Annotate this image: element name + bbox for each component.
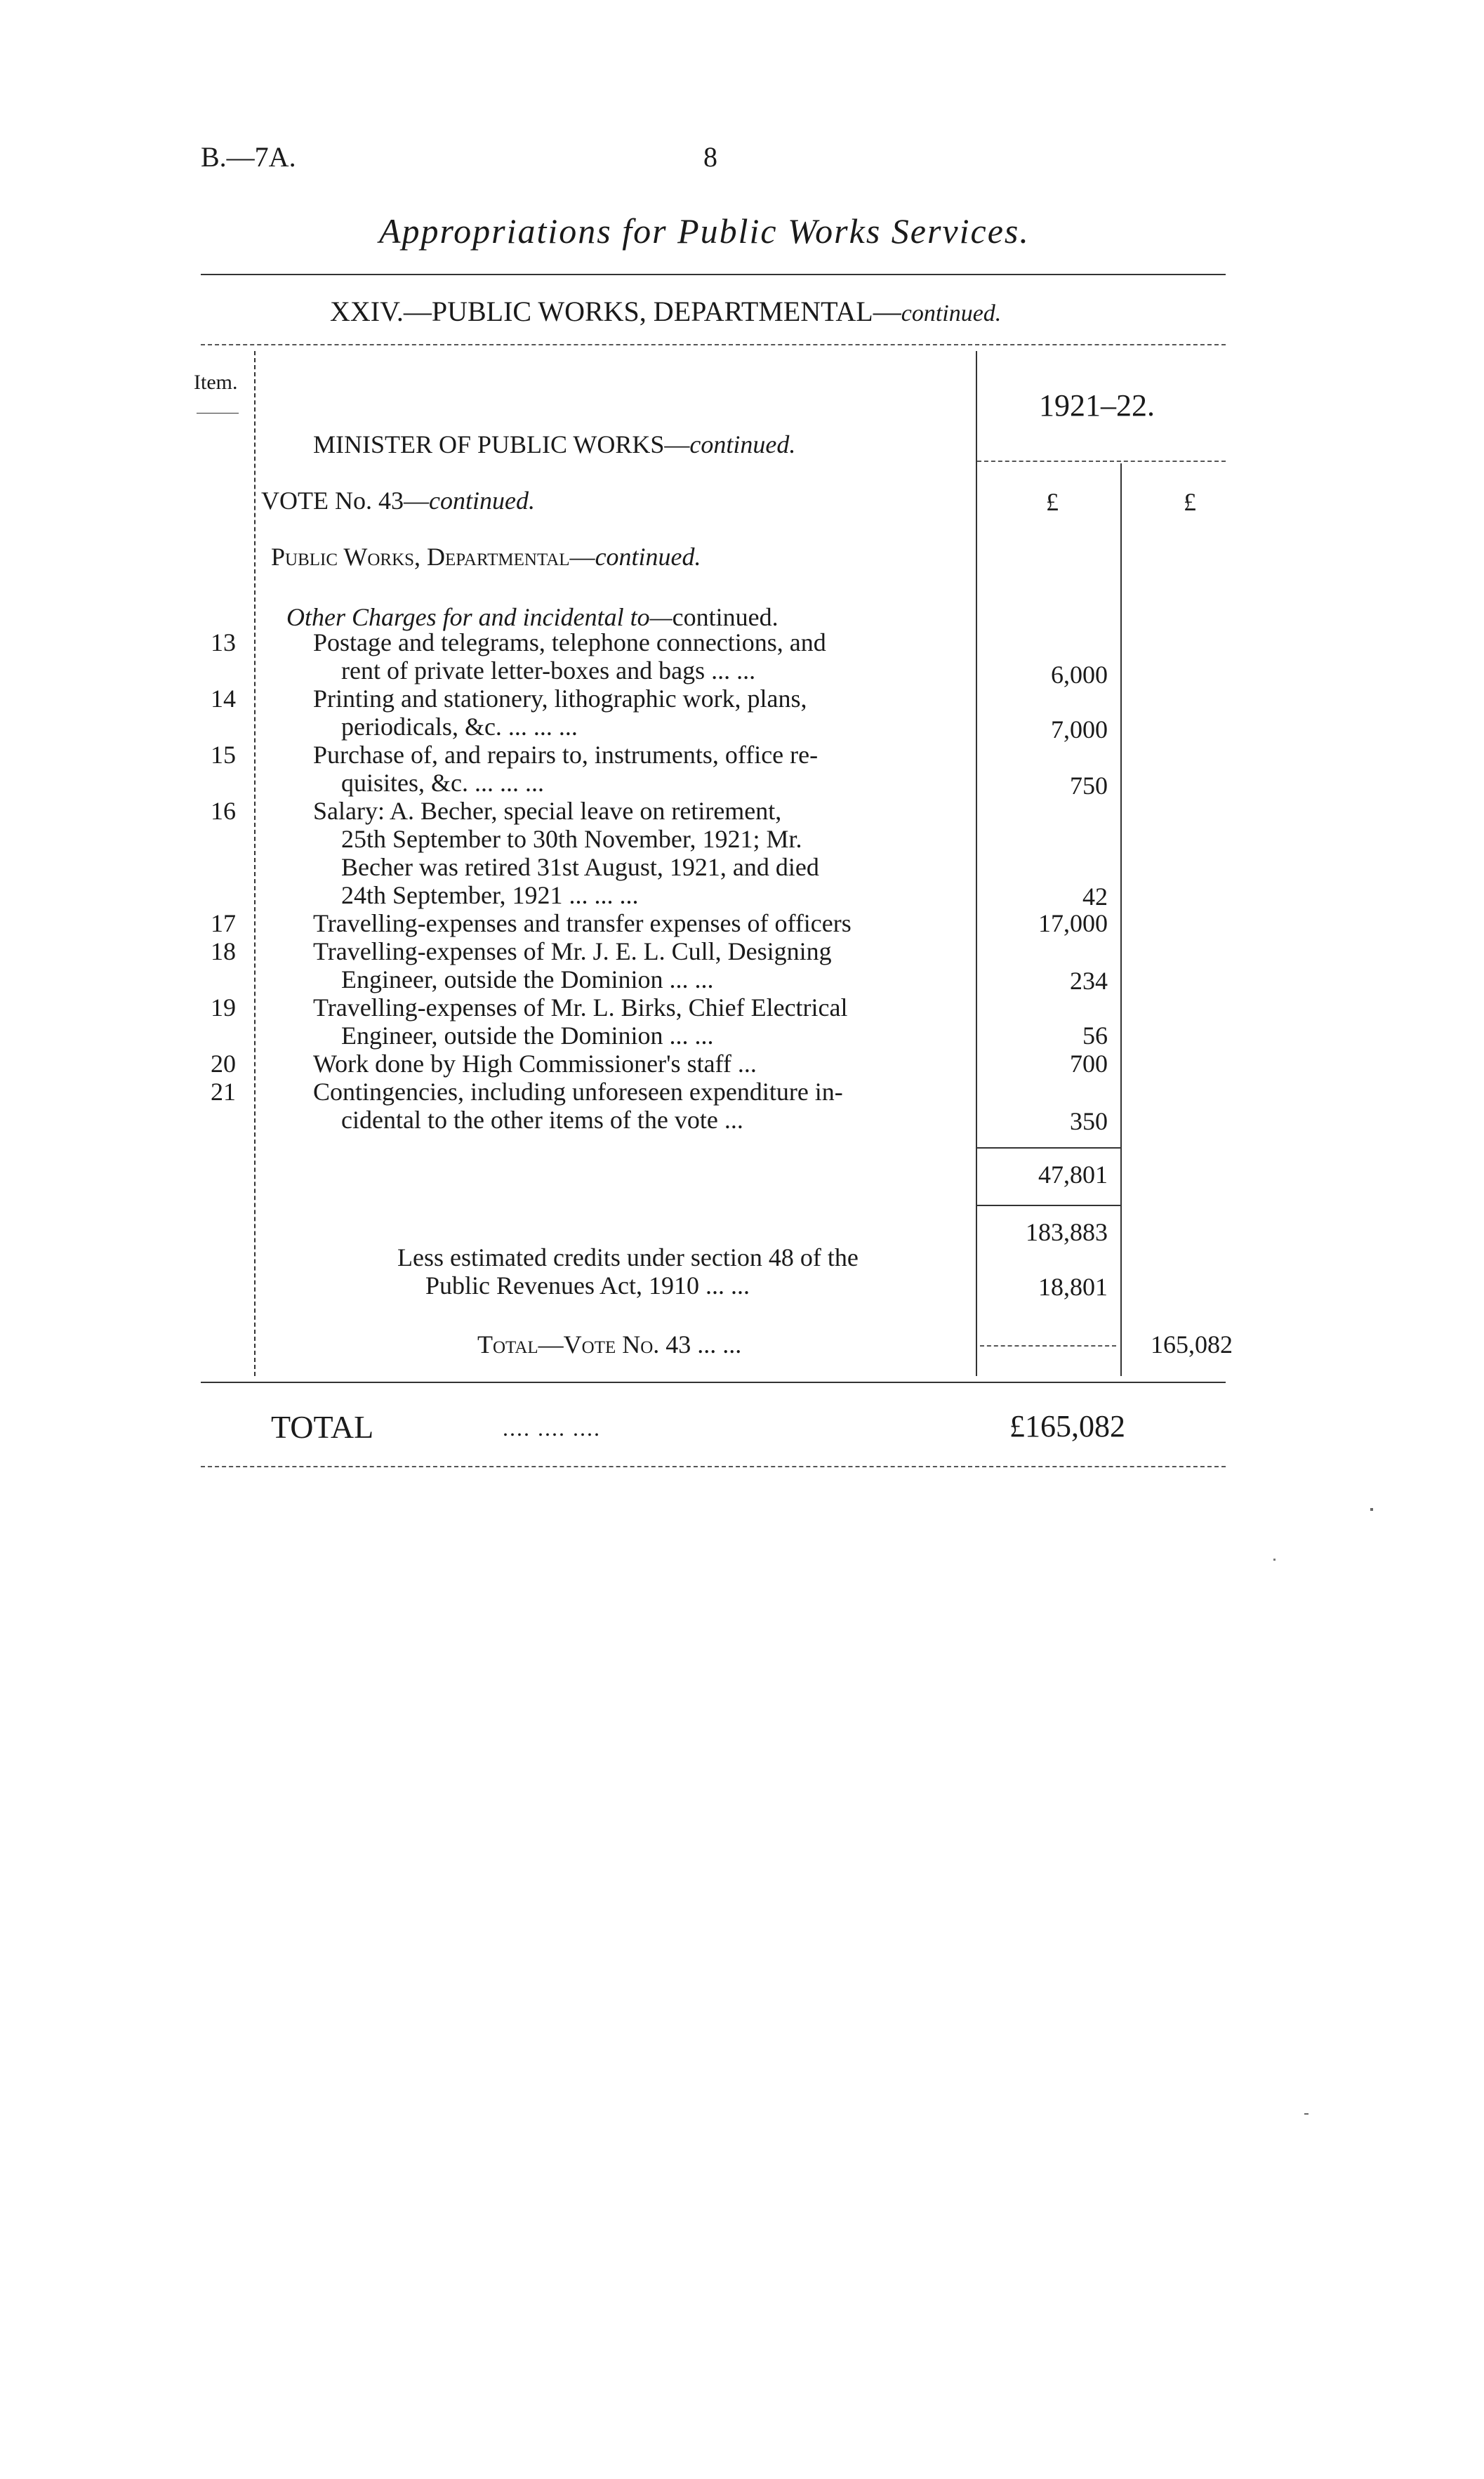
page-bottom-rule (201, 1466, 1226, 1467)
item-description-line: Printing and stationery, lithographic work, plans, (313, 685, 807, 713)
section-heading (330, 295, 1001, 328)
item-description-line: Engineer, outside the Dominion ... ... (341, 1022, 714, 1050)
item-description-line: 25th September to 30th November, 1921; Mr. (341, 825, 802, 853)
vote-heading-main: VOTE No. 43— (261, 487, 429, 515)
gross-total-amount: 183,883 (1026, 1218, 1108, 1246)
item-column-header: Item. (194, 371, 238, 394)
charges-heading-italic: Other Charges for and incidental to— (286, 603, 673, 631)
item-number: 13 (211, 628, 236, 656)
item-amount: 17,000 (1038, 909, 1108, 937)
minister-heading-main: MINISTER OF PUBLIC WORKS— (313, 430, 690, 458)
grand-total-dots: .... .... .... (503, 1415, 601, 1441)
item-description-line: Becher was retired 31st August, 1921, and died (341, 853, 819, 881)
item-description-line: Travelling-expenses of Mr. J. E. L. Cull, Designing (313, 937, 832, 965)
vote-total-label: Total—Vote No. 43 ... ... (477, 1330, 742, 1359)
item-number: 20 (211, 1050, 236, 1078)
item-description-line: Purchase of, and repairs to, instruments, office re- (313, 741, 819, 769)
minister-heading (313, 430, 795, 459)
item-number: 16 (211, 797, 236, 825)
item-amount: 6,000 (1051, 661, 1108, 689)
page-number: 8 (703, 141, 717, 173)
item-amount: 234 (1070, 967, 1108, 995)
grand-total-amount: £165,082 (1009, 1409, 1125, 1443)
item-description-line: Work done by High Commissioner's staff ... (313, 1050, 757, 1078)
item-number: 14 (211, 685, 236, 713)
item-amount: 750 (1070, 772, 1108, 800)
item-description-line: rent of private letter-boxes and bags ... ... (341, 656, 756, 685)
vote-total-dash (980, 1345, 1116, 1347)
year-header-rule (977, 461, 1226, 462)
subtotal-rule (977, 1147, 1120, 1149)
item-description-line: periodicals, &c. ... ... ... (341, 713, 578, 741)
gross-total-rule (977, 1205, 1120, 1206)
section-heading-continued: continued. (901, 300, 1002, 326)
item-description-line: Engineer, outside the Dominion ... ... (341, 965, 714, 993)
item-amount: 350 (1070, 1107, 1108, 1135)
subhead-heading-continued: continued. (595, 543, 701, 571)
subhead-heading (271, 542, 701, 571)
item-description-line: quisites, &c. ... ... ... (341, 769, 544, 797)
scan-speck (1273, 1559, 1276, 1561)
page-title: Appropriations for Public Works Services. (379, 211, 1030, 251)
credits-line: Public Revenues Act, 1910 ... ... (425, 1271, 750, 1300)
item-description-line: 24th September, 1921 ... ... ... (341, 881, 639, 909)
table-top-rule (201, 344, 1226, 345)
item-description-line: Salary: A. Becher, special leave on retirement, (313, 797, 782, 825)
item-amount: 700 (1070, 1050, 1108, 1078)
section-heading-main: XXIV.—PUBLIC WORKS, DEPARTMENTAL— (330, 296, 901, 327)
item-column-border (254, 351, 256, 1376)
item-number: 18 (211, 937, 236, 965)
subhead-heading-main: Public Works, Departmental— (271, 543, 595, 571)
right-amount-column-border (1120, 463, 1122, 1376)
item-amount: 7,000 (1051, 715, 1108, 743)
document-reference: B.—7A. (201, 141, 296, 173)
item-number: 17 (211, 909, 236, 937)
item-amount: 42 (1082, 882, 1108, 911)
currency-symbol-left: £ (1046, 488, 1059, 516)
grand-total-label: TOTAL (271, 1409, 374, 1445)
credits-line: Less estimated credits under section 48 of the (397, 1243, 859, 1271)
scan-speck (1370, 1508, 1373, 1511)
table-bottom-rule (201, 1382, 1226, 1383)
subtotal-amount: 47,801 (1038, 1161, 1108, 1189)
currency-symbol-right: £ (1184, 488, 1196, 516)
left-amount-column-border (976, 351, 977, 1376)
minister-heading-continued: continued. (689, 430, 796, 458)
item-description-line: Travelling-expenses of Mr. L. Birks, Chief Electrical (313, 993, 848, 1022)
title-rule (201, 274, 1226, 275)
item-description-line: Contingencies, including unforeseen expenditure in- (313, 1078, 843, 1106)
item-description-line: Postage and telegrams, telephone connections, and (313, 628, 826, 656)
item-number: 21 (211, 1078, 236, 1106)
year-column-header: 1921–22. (1039, 388, 1155, 423)
credits-amount: 18,801 (1038, 1273, 1108, 1301)
item-amount: 56 (1082, 1022, 1108, 1050)
item-number: 19 (211, 993, 236, 1022)
vote-heading-continued: continued. (428, 487, 535, 515)
item-description-line: cidental to the other items of the vote ... (341, 1106, 743, 1134)
item-description-line: Travelling-expenses and transfer expenses of officers (313, 909, 852, 937)
charges-heading-continued: continued. (672, 603, 779, 631)
vote-total-amount: 165,082 (1151, 1330, 1233, 1359)
item-number: 15 (211, 741, 236, 769)
vote-heading (261, 486, 535, 515)
item-header-underline (197, 413, 239, 414)
scan-speck (1304, 2113, 1309, 2115)
